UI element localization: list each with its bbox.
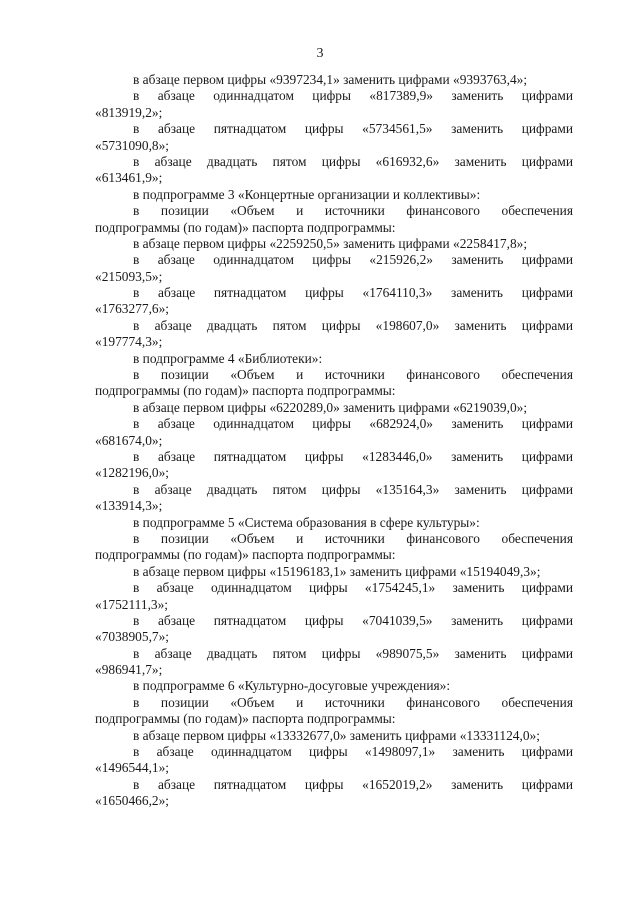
- text-line: в абзаце двадцать пятом цифры «135164,3» заменить цифрами: [133, 481, 573, 497]
- text-line: в абзаце первом цифры «9397234,1» заменить цифрами «9393763,4»;: [133, 72, 528, 87]
- page-number: 3: [316, 46, 324, 61]
- text-line: «5731090,8»;: [95, 137, 170, 153]
- text-line: в абзаце одиннадцатом цифры «1498097,1» заменить цифрами: [133, 744, 573, 760]
- text-line: в абзаце одиннадцатом цифры «817389,9» заменить цифрами: [133, 88, 573, 104]
- text-line: «681674,0»;: [95, 432, 163, 448]
- text-line: в подпрограмме 3 «Концертные организации и коллективы»:: [133, 186, 481, 202]
- text-line: «1752111,3»;: [95, 596, 169, 612]
- text-line: «1763277,6»;: [95, 301, 170, 317]
- text-line: «1496544,1»;: [95, 760, 170, 776]
- text-line: «613461,9»;: [95, 170, 163, 186]
- text-line: в абзаце пятнадцатом цифры «7041039,5» заменить цифрами: [133, 612, 573, 628]
- text-line: «813919,2»;: [95, 104, 163, 120]
- text-line: в подпрограмме 5 «Система образования в сфере культуры»:: [133, 514, 480, 530]
- text-line: «1282196,0»;: [95, 465, 170, 481]
- text-line: в абзаце двадцать пятом цифры «616932,6» заменить цифрами: [133, 153, 573, 169]
- text-line: подпрограммы (по годам)» паспорта подпрограммы:: [95, 711, 396, 727]
- text-line: в абзаце пятнадцатом цифры «1764110,3» заменить цифрами: [133, 285, 573, 301]
- text-line: в абзаце пятнадцатом цифры «1652019,2» заменить цифрами: [133, 776, 573, 792]
- text-line: «1650466,2»;: [95, 793, 170, 809]
- text-line: подпрограммы (по годам)» паспорта подпрограммы:: [95, 219, 396, 235]
- text-line: в абзаце первом цифры «2259250,5» заменить цифрами «2258417,8»;: [133, 235, 528, 251]
- text-line: в позиции «Объем и источники финансового обеспечения: [133, 694, 573, 710]
- text-line: подпрограммы (по годам)» паспорта подпрограммы:: [95, 547, 396, 563]
- text-line: подпрограммы (по годам)» паспорта подпрограммы:: [95, 383, 396, 399]
- text-line: «986941,7»;: [95, 662, 163, 678]
- text-line: в позиции «Объем и источники финансового обеспечения: [133, 203, 573, 219]
- text-line: в позиции «Объем и источники финансового обеспечения: [133, 530, 573, 546]
- text-line: «133914,3»;: [95, 498, 163, 514]
- text-line: в абзаце пятнадцатом цифры «1283446,0» заменить цифрами: [133, 448, 573, 464]
- text-line: в абзаце пятнадцатом цифры «5734561,5» заменить цифрами: [133, 121, 573, 137]
- text-line: «197774,3»;: [95, 334, 163, 350]
- text-line: в абзаце одиннадцатом цифры «682924,0» заменить цифрами: [133, 416, 573, 432]
- text-line: «215093,5»;: [95, 268, 163, 284]
- document-body: [95, 72, 573, 810]
- text-line: в абзаце одиннадцатом цифры «1754245,1» заменить цифрами: [133, 580, 573, 596]
- text-line: в абзаце первом цифры «13332677,0» заменить цифрами «13331124,0»;: [133, 727, 540, 743]
- text-line: в абзаце первом цифры «6220289,0» заменить цифрами «6219039,0»;: [133, 399, 528, 415]
- text-line: «7038905,7»;: [95, 629, 170, 645]
- text-line: в абзаце первом цифры «15196183,1» заменить цифрами «15194049,3»;: [133, 563, 541, 579]
- text-line: в подпрограмме 6 «Культурно-досуговые учреждения»:: [133, 678, 451, 694]
- text-line: в абзаце двадцать пятом цифры «198607,0» заменить цифрами: [133, 317, 573, 333]
- text-line: в абзаце одиннадцатом цифры «215926,2» заменить цифрами: [133, 252, 573, 268]
- text-line: в позиции «Объем и источники финансового обеспечения: [133, 367, 573, 383]
- text-line: в абзаце двадцать пятом цифры «989075,5» заменить цифрами: [133, 645, 573, 661]
- text-line: в подпрограмме 4 «Библиотеки»:: [133, 350, 323, 366]
